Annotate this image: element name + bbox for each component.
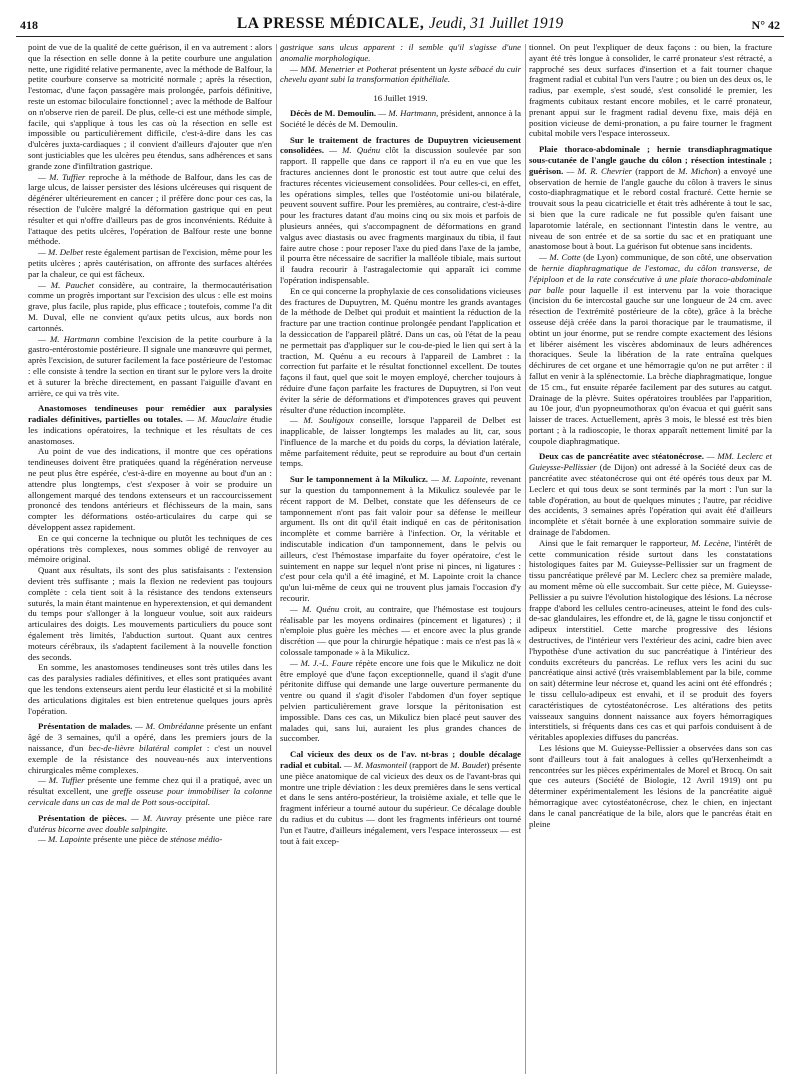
paragraph-text: présentent un	[396, 63, 450, 74]
paragraph: point de vue de la qualité de cette guérison, il en va autrement : alors que la résection en selle donne à la petite courbure une angulation nette, une rigidité relative permanente, avec la méthode de Balfour, la petite courbure conserve sa motricité normale ; après la résection, l'estomac, d'une façon passagère mais prolongée, parfois définitive, reste un estomac biloculaire fonctionnel ; avec la méthode de Balfour on n'observe rien de pareil. De plus, celle-ci est une méthode simple, facile, qui s'applique à tous les cas où la résection en selle est impossible ou particulièrement difficile, c'est-à-dire dans les cas d'ulcères juxta-cardiaques ; il convient d'ailleurs d'ajouter que n'en sont justiciables que les ulcères peu étendus, sans adhérences et sans grande zone d'infiltration gastrique.	[28, 42, 272, 171]
paragraph: tionnel. On peut l'expliquer de deux façons : ou bien, la fracture ayant été très longue à consolider, le carré pronateur s'est rétracté, a rapproché ses deux surfaces d'insertion et a fait tourner chaque fragment radial et cubital l'un vers l'autre ; ou bien un des deux os, le radius, par exemple, s'est soudé, s'est consolidé le premier, les fragments cubitaux restant encore mobiles, et le carré pronateur, prenant appui sur le fragment radial devenu fixe, mais déjà en position vicieuse de demi-pronation, a pu faire tourner le fragment cubital mobile vers l'espace interosseux.	[529, 42, 772, 139]
page-number: 418	[20, 18, 38, 32]
issue-date: Jeudi, 31 Juillet 1919	[428, 15, 564, 32]
section-heading: Sur le traitement de fractures de Dupuytren vicieusement consolidées.	[280, 134, 521, 156]
paragraph	[529, 538, 772, 743]
paragraph-text: : c'est un nouvel exemple de la résistance des nouveau-nés aux interventions chirurgicales même complexes.	[28, 743, 272, 775]
paragraph: En ce qui concerne la technique ou plutôt les techniques de ces opérations très complexes, nous sommes obligé de renvoyer au mémoire original.	[28, 532, 272, 565]
speaker: — M. Lapointe	[38, 834, 91, 845]
paragraph-text: considère, au contraire, la thermocautérisation comme un progrès important sur l'excision des ulcus : elle est moins grave, plus facile, plus rapide, plus efficace ; toutefois, comme l'a dit M. Duval, elle ne convient qu'aux petits ulcus, aux bords non cartonnés.	[28, 279, 272, 333]
page-header	[14, 14, 786, 34]
speaker: — M. Mauclaire	[182, 414, 247, 425]
speaker: — MM. Leclerc et Guieysse-Pellissier	[529, 451, 772, 473]
paragraph: Les lésions que M. Guieysse-Pellissier a observées dans son cas sont d'ailleurs tout à fait analogues à celles qu'Herxenheimdt a rencontrées sur les pièces expérimentales de Morel et Brocq. On sait que ces auteurs (Société de Biologie, 12 Avril 1919) ont pu déterminer expérimentalement les lésions de la pancréatite aiguë hémorragique avec cytostéatonécrose, chez le chien, en injectant dans le canal pancréatique de la bile, alors que le pancréas était en pleine	[529, 743, 772, 829]
paragraph-text: présente une pièce de	[90, 834, 171, 845]
paragraph	[28, 247, 272, 279]
section	[529, 451, 772, 537]
section	[280, 474, 521, 604]
paragraph	[28, 280, 272, 334]
header-rule	[16, 36, 784, 37]
emphasis: hernie diaphragmatique de l'estomac, du côlon transverse, de l'épiploon et de la rate consécutive à une plaie thoraco-abdominale par balle	[529, 262, 772, 295]
section-heading: Cal vicieux des deux os de l'av. nt-bras ; double décalage radial et cubital.	[280, 749, 521, 770]
section	[28, 813, 272, 835]
speaker: — M. Cotte	[539, 252, 581, 263]
section	[280, 749, 521, 846]
section	[28, 721, 272, 775]
paragraph-text: présente une pièce rare d'	[28, 812, 272, 834]
paragraph-text: ) présente une pièce anatomique de cal vicieux des deux os de l'avant-bras qui montre une triple déviation : les deux premières dans le sens vertical et dans le sens antéro-postérieur, la troisième axiale, et telle que le fragment inférieur a tourné autour du supérieur. Ce décalage double du radius et du cubitus — dont les fragments inférieurs ont tourné l'un et l'autre, d'ailleurs inégalement, vers l'espace interosseux — est tout à fait excep-	[280, 760, 521, 846]
speaker: — M. Souligoux	[290, 415, 354, 426]
paragraph-text: croit, au contraire, que l'hémostase est toujours réalisable par les moyens ordinaires (pincement et ligatures) ; il n'emploie plus guère les mèches — et encore avec la plus grande discrétion — que pour la chirurgie hépatique : mais ce n'est pas là « colossale tamponade » à la Mikulicz.	[280, 603, 521, 658]
paragraph-text: pour laquelle il est intervenu par la voie thoracique (incision du 6e intercostal gauche sur une longueur de 24 cm. avec résection de l'extrémité postérieure de la côte), grâce à la brèche osseuse déjà créée dans la paroi thoracique par le traumatisme, il obtint un jour énorme, put se rendre compte exactement des lésions et libérer aisément les viscères abdominaux de leurs adhérences thoraciques. Seule la libération de la rate entraîna quelques déchirures de cet organe et une hémorragie qu'on ne put arrêter : il fallut en venir à la splénectomie. La brèche diaphragmatique, longue de 15 cm., fut ensuite réparée facilement par des sutures au catgut. Drainage de la plèvre. Suites opératoires troublées par l'apparition, au 10e jour, d'un pyopneumothorax qu'on évacua et qui guérit sans laisser de traces. Actuellement, après 3 mois, le blessé est très bien portant ; à la radioscopie, le thorax apparaît nettement limité par la coupole diaphragmatique.	[529, 284, 772, 446]
paragraph-text: répète encore une fois que le Mikulicz ne doit être employé que d'une façon exceptionnelle, quand il s'agit d'une péritonite diffuse qui demande une large ouverture permanente du ventre ou quand il s'agit d'isoler l'abdomen d'un foyer septique pelvien particulièrement grave lorsque la péritonisation est impossible. Dans ces cas, un Mikulicz bien placé peut sauver des malades qui, sans lui, auraient les plus grandes chances de succomber.	[280, 657, 521, 744]
paragraph-text: (de Dijon) ont adressé à la Société deux cas de pancréatite avec stéatonécrose qui ont été opérés tous deux par M. Leclerc et qui tous deux se sont terminés par la mort : l'un sur la table d'opération, au bout de quelques minutes ; l'autre, par récidive des accidents, 3 semaines après l'opération qui avait été d'ailleurs incomplète et s'était bornée à une exploration sommaire suivie de drainage de l'abdomen.	[529, 462, 772, 538]
section-heading: Décès de M. Demoulin.	[290, 107, 377, 118]
section	[280, 135, 521, 286]
emphasis: gastrique sans ulcus apparent : il semble qu'il s'agisse d'une anomalie morphologique.	[280, 42, 521, 63]
section-heading: Présentation de pièces.	[38, 812, 127, 823]
section-heading: Deux cas de pancréatite avec stéatonécrose.	[539, 451, 704, 462]
paragraph-text: reste également partisan de l'excision, même pour les petits ulcères ; après cautérisation, on affronte des surfaces altérées par la chaleur, ce qui est fâcheux.	[28, 247, 272, 279]
paragraph-text: reproche à la méthode de Balfour, dans les cas de large ulcus, de laisser persister des lésions ulcéreuses qui risquent de dégénérer ultérieurement en cancer ; il préfère donc pour ces cas, la résection de l'ulcère malgré la déformation gastrique qui en peut résulter et qui n'offre d'ailleurs pas de gros inconvénients. Réduite à l'attaque des petits ulcères, l'opération de Balfour reste une bonne méthode.	[28, 171, 272, 247]
section	[28, 403, 272, 446]
column-3	[529, 42, 772, 1072]
session-date: 16 Juillet 1919.	[373, 93, 428, 104]
section-heading: Plaie thoraco-abdominale ; hernie transdiaphragmatique sous-cutanée de l'angle gauche du côlon ; résection intestinale ; guérison.	[529, 144, 772, 176]
speaker: — M. Delbet	[38, 247, 84, 258]
paragraph	[280, 658, 521, 744]
speaker: — M. Lapointe,	[427, 474, 488, 485]
speaker: — M. Masmonteil	[341, 760, 407, 770]
speaker: — M. J.-L. Faure	[290, 657, 353, 668]
section	[280, 108, 521, 130]
speaker: — M. R. Chevrier	[563, 165, 633, 176]
speaker: M. Lecène,	[691, 537, 732, 548]
paragraph-text: Ainsi que le fait remarquer le rapporteur,	[539, 537, 692, 548]
paragraph-text: présente un enfant âgé de 3 semaines, qu'il a opéré, dans les premiers jours de la naissance, d'un	[28, 721, 272, 753]
paragraph	[280, 604, 521, 658]
speaker: M. Michon	[678, 165, 718, 176]
paragraph	[280, 415, 521, 469]
paragraph	[28, 172, 272, 248]
section-heading: Présentation de malades.	[38, 721, 133, 732]
paragraph-text: conseille, lorsque l'appareil de Delbet est inapplicable, de laisser longtemps les malades au lit, car, sous l'influence de la marche et du poids du corps, la déviation latérale, même parfaitement réduite, peut se reproduire au bout d'un certain temps.	[280, 415, 521, 469]
paragraph-text: (de Lyon) communique, de son côté, une observation de	[529, 252, 772, 273]
speaker: — MM. Menetrier et Potherat	[290, 63, 397, 74]
paragraph	[529, 252, 772, 446]
paragraph-text: l'intérêt de cette communication réside surtout dans les constatations histologiques faites par M. Guieysse-Pellissier sur un fragment de tissu pancréatique prélevé par M. Leclerc chez sa première malade, au moment même où elle succombait. Sur cette pièce, M. Guieysse-Pellissier a pu suivre l'évolution histologique des lésions. La nécrose frappe d'abord les cellules centro-acineuses, atteint le fond des culs-de-sac glandulaires, les effondre et, de là, gagne le tissu conjonctif et adipeux interstitiel. Cette marche progressive des lésions destructives, de l'intérieur vers l'extérieur des acini, cadre bien avec l'hypothèse d'une activation du suc pancréatique à l'intérieur des conduits excréteurs du pancréas. Le reflux vers les acini du suc pancréatique ainsi activé (très vraisemblablement par la bile, comme on sait) détermine leur nécrose et, quand les acini ont été effondrés ; le tissu cellulo-adipeux est envahi, et il se produit des foyers caractéristiques de cytostéatonécrose. Les altérations des petits vaisseaux sanguins donnent naissance aux foyers hémorragiques interstitiels, si fréquents dans ces cas et qui parfois conduisent à de véritables apoplexies diffuses du pancréas.	[529, 537, 772, 743]
paragraph-text: clôt la discussion soulevée par son rapport. Il rappelle que dans ce rapport il n'a eu en vue que les fractures anciennes dont le pronostic est tout autre que celui des fractures récentes vicieusement consolidées. Pour celles-ci, en effet, les opérations simples, telles que l'ostéotomie uni-ou bilatérale, peuvent souvent suffire. Pour les premières, au contraire, c'est-à-dire pour les fractures datant d'au moins cinq ou six mois et parfois de plusieurs années, qui s'accompagnent de déformations en grand valgus avec diastasis ou avec fragments marginaux du tibia, il faut faire autre chose : pour reposer l'axe du pied dans l'axe de la jambe, il pourra être nécessaire de sacrifier la malléole tibiale, mais surtout il faudra recourir à l'astragalectomie qui apparaît ici comme l'opération indispensable.	[280, 145, 521, 285]
speaker: — M. Tuffier	[38, 775, 85, 786]
journal-title	[14, 15, 786, 33]
speaker: — M. Hartmann	[38, 333, 100, 344]
journal-name: LA PRESSE MÉDICALE,	[236, 15, 425, 32]
paragraph-text: (rapport de	[406, 760, 451, 770]
paragraph	[28, 834, 272, 845]
paragraph-text: étudie les indications opératoires, la technique et les résultats de ces anastomoses.	[28, 414, 272, 446]
paragraph-text: combine l'excision de la petite courbure à la gastro-entérostomie postérieure. Il signale une manœuvre qui permet, après l'excision, de suturer facilement la face postérieure de l'estomac : elle consiste à tendre la section en tirant sur le pylore vers la droite et à suturer la brèche directement, en passant l'aiguille d'avant en arrière, ce qui va très vite.	[28, 333, 272, 398]
section-heading: Sur le tamponnement à la Mikulicz.	[290, 474, 428, 485]
paragraph: En ce qui concerne la prophylaxie de ces consolidations vicieuses des fractures de Dupuytren, M. Quénu montre les grands avantages de la méthode de Delbet qui produit et maintient la réduction de la fracture par une traction continue prolongée pendant l'application et la dessiccation de l'appareil plâtré. Dans un cas, où l'état de la peau ne permettait pas d'appliquer sur le cou-de-pied le lien qui sert à la traction, M. Quénu a eu recours à l'appareil de Lambret : la correction fut parfaite et le résultat fonctionnel excellent. De toutes façons il faut, quel que soit le moyen employé, chercher toujours à réduire d'une façon parfaite les fractures de Dupuytren, si l'on veut éviter la série de déformations et d'impotences graves qui peuvent résulter d'une réduction incomplète.	[280, 285, 521, 415]
paragraph-text: ) a envoyé une observation de hernie de l'angle gauche du côlon à travers le sinus costo-diaphragmatique et le rebord costal fracturé. Cette hernie se trouvait sous la peau cicatricielle et était très adhérente à tout le sac, si bien que la cure radicale ne fut possible qu'en faisant une laparotomie latérale, en sectionnant l'intestin dans le ventre, au niveau de son entrée et de sa sortie du sac et en pratiquant une anastomose bout à bout. La guérison fut obtenue sans incidents.	[529, 165, 772, 252]
paragraph	[28, 334, 272, 399]
section-heading: Anastomoses tendineuses pour remédier aux paralysies radiales définitives, partielles ou totales.	[28, 403, 272, 425]
emphasis: kyste sébacé du cuir chevelu ayant subi la transformation épithéliale.	[280, 63, 521, 85]
speaker: — M. Ombrédanne	[132, 721, 204, 732]
paragraph-text: (rapport de	[632, 165, 679, 176]
paragraph-text: revenant sur la question du tamponnement à la Mikulicz soulevée par le récent rapport de M. Delbet, constate que les défenseurs de ce tamponnement n'ont pas fait valoir pour sa défense le meilleur argument. Ils ont dit qu'il était indiqué en cas de péritonisation incomplète et comme barrière à l'infection. Or, la véritable et indiscutable indication d'un tamponnement, dans le pelvis ou ailleurs, c'est l'hémostase imparfaite du foyer opératoire, c'est le suintement en nappe sur lequel n'ont prise ni pinces, ni ligatures : c'est pour cela qu'il a été imaginé, et M. Lapointe croit la chance qu'un lui-même de ceux qui ne trouvent plus jamais l'occasion d'y recourir.	[280, 474, 521, 604]
speaker: — M. Tuffier	[38, 171, 86, 182]
paragraph: Quant aux résultats, ils sont des plus satisfaisants : l'extension devient très suffisante ; mais la flexion ne redevient pas toujours complète : cela tient soit à la résistance des tendons extenseurs suturés, la main étant maintenue en hyperextension, et qui demandent du temps pour s'allonger à la longueur voulue, soit aux raideurs articulaires des doigts. Les mouvements particuliers du pouce sont également très limités, l'abduction surtout. Quant aux centres moteurs cérébraux, ils s'adaptent facilement à la nouvelle fonction des seconds.	[28, 565, 272, 662]
paragraph: Au point de vue des indications, il montre que ces opérations tendineuses doivent être pratiquées quand la régénération nerveuse ne peut plus être espérée, c'est-à-dire en moyenne au bout d'un an : attendre plus longtemps, c'est s'exposer à voir se produire un allongement marqué des tendons extenseurs et un raccourcissement prononcé des tendons antérieurs et fléchisseurs de la main, sans compter les déformations ostéo-articulaires du carpe qui se développent assez rapidement.	[28, 446, 272, 533]
speaker: — M. Quénu	[290, 603, 340, 614]
paragraph	[28, 775, 272, 807]
speaker: — M. Pauchet	[38, 279, 94, 290]
column-divider	[525, 44, 526, 1074]
column-1	[28, 42, 272, 1072]
speaker: — M. Hartmann,	[376, 107, 439, 118]
speaker: — M. Quénu	[324, 145, 381, 156]
paragraph: En somme, les anastomoses tendineuses sont très utiles dans les cas des paralysies radiales définitives, et elles sont pratiquées avant que les tendons extenseurs aient perdu leur élasticité et si la mobilité des articulations digitales est bien entretenue quelques jours après l'opération.	[28, 662, 272, 716]
column-divider	[276, 44, 277, 1074]
paragraph-text: présente une femme chez qui il a pratiqué, avec un résultat excellent, une	[28, 775, 272, 797]
column-2	[280, 42, 521, 1072]
section	[529, 144, 772, 252]
emphasis: greffe osseuse pour immobiliser la colonne cervicale dans un cas de mal de Pott sous-occipital.	[28, 786, 272, 807]
paragraph	[280, 42, 521, 64]
paragraph	[280, 64, 521, 86]
emphasis: utérus bicorne avec double salpingite.	[33, 823, 168, 834]
issue-number: N° 42	[751, 18, 780, 32]
emphasis: bec-de-lièvre bilatéral complet	[88, 743, 202, 753]
paragraph-text: président, annonce à la Société le décès de M. Demoulin.	[280, 107, 521, 129]
speaker: M. Baudet	[450, 760, 487, 770]
speaker: — M. Auvray	[126, 812, 182, 823]
emphasis: sténose médio-	[170, 834, 223, 845]
